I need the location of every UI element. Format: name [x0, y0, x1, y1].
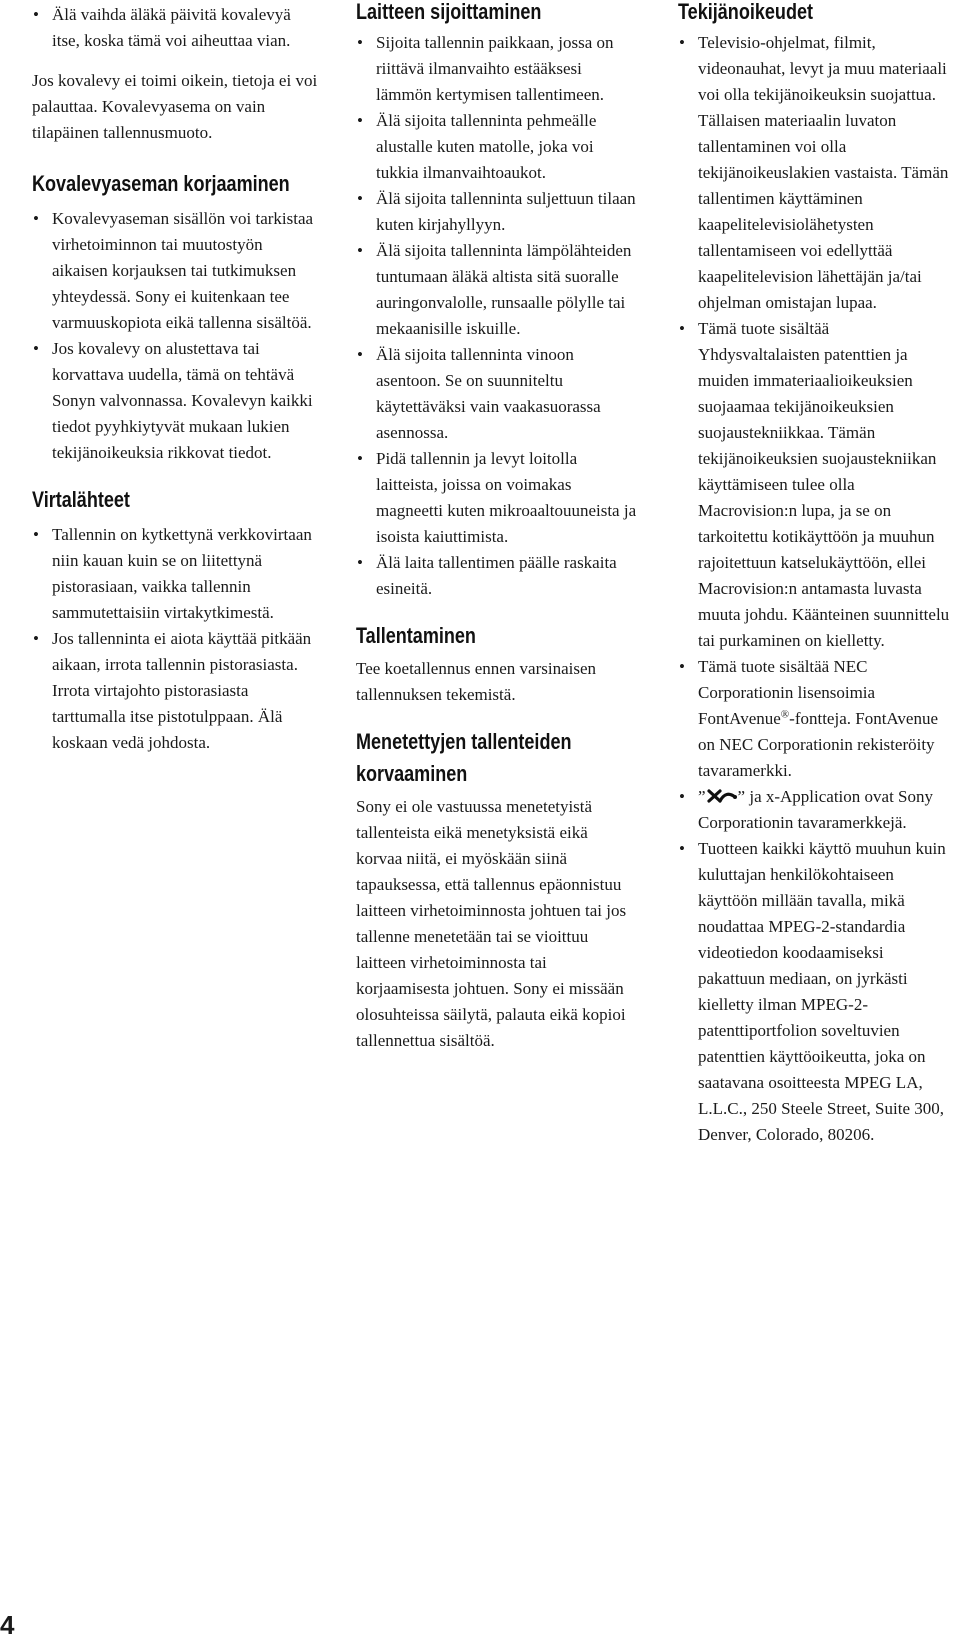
bullet-list: [32, 522, 322, 756]
bullet-text: ” ja x-Application ovat Sony Corporationin tavaramerkkejä.: [698, 787, 934, 832]
section-heading: Tallentaminen: [356, 623, 476, 648]
page-number: 4: [0, 1610, 15, 1640]
paragraph: Sony ei ole vastuussa menetetyistä tallenteista eikä menetyksistä eikä korvaa niitä, ei myöskään siinä tapauksessa, että tallennus epäonnistuu laitteen virhetoiminnosta johtuen tai jos tallenne menetetään tai se vioittuu laitteen virhetoiminnosta tai korjaamisesta johtuen. Sony ei missään olosuhteissa säilytä, palauta eikä kopioi tallennettua sisältöä.: [356, 797, 627, 1050]
bullet-text: Tämä tuote sisältää NEC Corporationin lisensoimia FontAvenue: [698, 657, 876, 728]
section-heading: Virtalähteet: [32, 487, 130, 512]
section-heading: Kovalevyaseman korjaaminen: [32, 171, 290, 196]
bullet-item: • Jos kovalevy on alustettava tai korvattava uudella, tämä on tehtävä Sonyn valvonnassa. Kovalevyn kaikki tiedot pyyhkiytyvät mukaan lukien tekijänoikeuksia rikkovat tiedot.: [32, 336, 322, 466]
bullet-item: • Kovalevyaseman sisällön voi tarkistaa virhetoiminnon tai muutostyön aikaisen korjauksen tai tutkimuksen yhteydessä. Sony ei kuitenkaan tee varmuuskopiota eikä tallenna sisältöä.: [32, 206, 322, 336]
bullet-item: [678, 654, 953, 784]
bullet-item: • Tuotteen kaikki käyttö muuhun kuin kuluttajan henkilökohtaiseen käyttöön millään tavalla, mikä noudattaa MPEG-2-standardia videotiedon koodaamiseksi pakattuun mediaan, on jyrkästi kielletty ilman MPEG-2-patenttiportfolion soveltuvien patenttien käyttöoikeutta, joka on saatavana osoitteesta MPEG LA, L.L.C., 250 Steele Street, Suite 300, Denver, Colorado, 80206.: [678, 836, 953, 1148]
section-heading: Laitteen sijoittaminen: [356, 0, 542, 24]
bullet-item: • Jos tallenninta ei aiota käyttää pitkään aikaan, irrota tallennin pistorasiasta. Irrota virtajohto pistorasiasta tarttumalla itse pistotulppaan. Älä koskaan vedä johdosta.: [32, 626, 322, 756]
bullet-item: • Älä sijoita tallenninta lämpölähteiden tuntumaan äläkä altista sitä suoralle auringonvalolle, runsaalle pölylle tai mekaanisille iskuille.: [356, 238, 638, 342]
bullet-list: [356, 30, 638, 602]
section-heading: Tekijänoikeudet: [678, 0, 814, 24]
bullet-item: • Älä sijoita tallenninta pehmeälle alustalle kuten matolle, joka voi tukkia ilmanvaihtoaukot.: [356, 108, 638, 186]
bullet-list: [32, 2, 322, 54]
bullet-item: • Sijoita tallennin paikkaan, jossa on riittävä ilmanvaihto estääksesi lämmön kertymisen tallentimeen.: [356, 30, 638, 108]
x-application-logo-icon: [706, 786, 738, 802]
bullet-item: • Älä laita tallentimen päälle raskaita esineitä.: [356, 550, 638, 602]
bullet-item: • Tallennin on kytkettynä verkkovirtaan niin kauan kuin se on liitettynä pistorasiaan, vaikka tallennin sammutettaisiin virtakytkimestä.: [32, 522, 322, 626]
bullet-item: • Televisio-ohjelmat, filmit, videonauhat, levyt ja muu materiaali voi olla tekijänoikeuksin suojattua. Tällaisen materiaalin luvaton tallentaminen voi olla tekijänoikeuslakien vastaista. Tämän tallentimen käyttäminen kaapelitelevisiolähetysten tallentamiseen voi edellyttää kaapelitelevision lähettäjän ja/tai ohjelman omistajan lupaa.: [678, 30, 953, 316]
bullet-list: [678, 30, 953, 1148]
column-right: [678, 0, 953, 1148]
section-heading: Menetettyjen tallenteiden korvaaminen: [356, 729, 572, 786]
bullet-item: • Älä sijoita tallenninta vinoon asentoon. Se on suunniteltu käytettäväksi vain vaakasuorassa asennossa.: [356, 342, 638, 446]
bullet-item: • Älä sijoita tallenninta suljettuun tilaan kuten kirjahyllyyn.: [356, 186, 638, 238]
bullet-item: • Pidä tallennin ja levyt loitolla laitteista, joissa on voimakas magneetti kuten mikroaaltouuneista ja isoista kaiuttimista.: [356, 446, 638, 550]
column-middle: [356, 0, 638, 1054]
paragraph: Tee koetallennus ennen varsinaisen tallennuksen tekemistä.: [356, 659, 597, 704]
bullet-item: [678, 784, 953, 836]
bullet-text: -fontteja. FontAvenue on NEC Corporationin rekisteröity tavaramerkki.: [698, 709, 939, 780]
registered-mark: ®: [780, 708, 790, 721]
column-left: [32, 0, 322, 756]
bullet-item: • Älä vaihda äläkä päivitä kovalevyä itse, koska tämä voi aiheuttaa vian.: [32, 2, 322, 54]
quote-open: ”: [698, 787, 706, 806]
bullet-list: [32, 206, 322, 466]
paragraph: Jos kovalevy ei toimi oikein, tietoja ei voi palauttaa. Kovalevyasema on vain tilapäinen tallennusmuoto.: [32, 71, 318, 142]
bullet-item: • Tämä tuote sisältää Yhdysvaltalaisten patenttien ja muiden immateriaalioikeuksien suojaamaa tekijänoikeuksien suojaustekniikkaa. Tämän tekijänoikeuksien suojaustekniikan käyttämiseen tulee olla Macrovision:n lupa, ja se on tarkoitettu kotikäyttöön ja muuhun rajoitettuun katselukäyttöön, ellei Macrovision:n antamasta luvasta muuta johdu. Käänteinen suunnittelu tai purkaminen on kielletty.: [678, 316, 953, 654]
